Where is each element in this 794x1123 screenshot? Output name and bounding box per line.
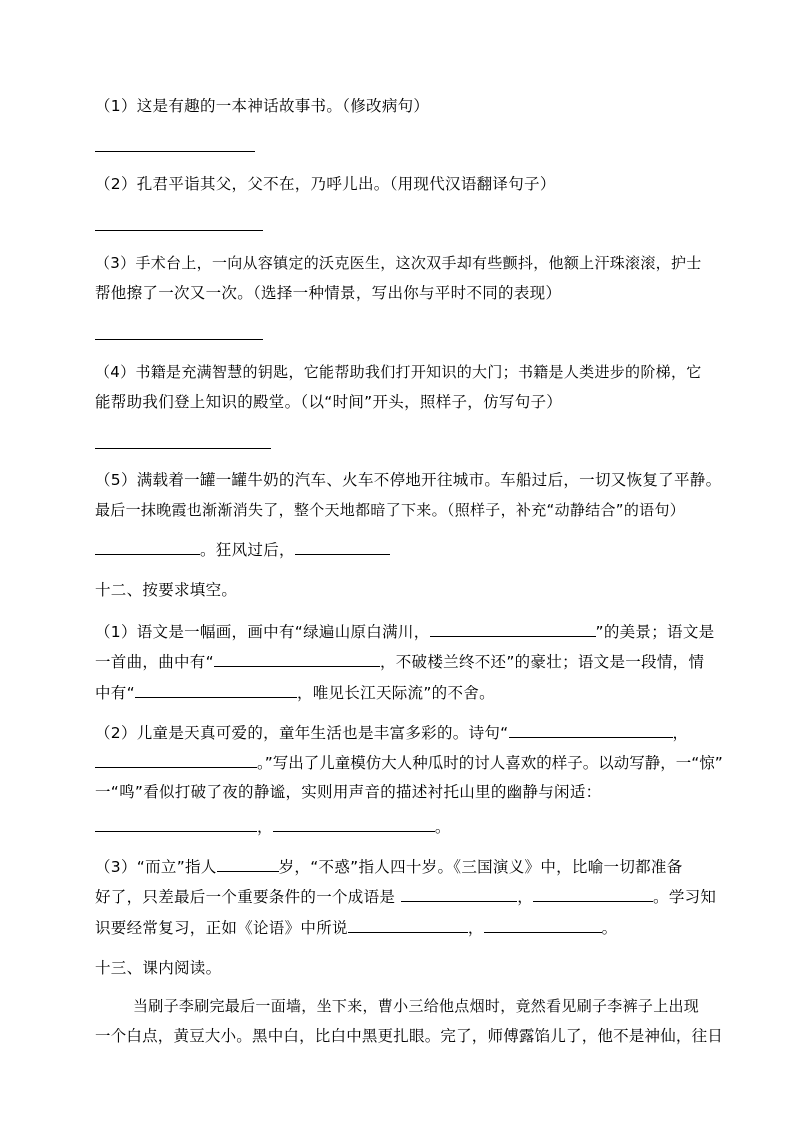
answer-blank[interactable] [95, 751, 257, 768]
s12-q3-line-2 [95, 885, 716, 907]
question-5-line-2: 最后一抹晚霞也渐渐消失了，整个天地都暗了下来。（照样子，补充“动静结合”的语句） [95, 501, 686, 519]
reading-line-1: 当刷子李刷完最后一面墙，坐下来，曹小三给他点烟时，竟然看见刷子李裤子上出现 [133, 997, 700, 1015]
section-13-title: 十三、课内阅读。 [95, 959, 222, 977]
inline-text: ”的美景；语文是 [595, 623, 715, 641]
question-3-line-2: 帮他擦了一次又一次。（选择一种情景，写出你与平时不同的表现） [95, 284, 562, 302]
inline-text: 中有“ [95, 684, 135, 702]
answer-blank[interactable] [95, 538, 200, 555]
question-4-line-1: （4）书籍是充满智慧的钥匙，它能帮助我们打开知识的大门；书籍是人类进步的阶梯，它 [95, 363, 702, 381]
answer-blank[interactable] [401, 885, 517, 902]
inline-text: 。 [434, 818, 451, 836]
question-3-line-1: （3）手术台上，一向从容镇定的沃克医生，这次双手却有些颤抖，他额上汗珠滚滚，护士 [95, 254, 702, 272]
s12-q2-line-4 [95, 815, 451, 837]
inline-text: （3）“而立”指人 [95, 858, 217, 876]
inline-text: 。 [601, 919, 618, 937]
answer-blank[interactable] [348, 916, 468, 933]
s12-q1-line-1 [95, 620, 714, 642]
inline-text: ， [467, 919, 484, 937]
inline-text: ，不破楼兰终不还”的豪壮；语文是一段情，情 [379, 653, 705, 671]
inline-text: （1）语文是一幅画，画中有“绿遍山原白满川， [95, 623, 430, 641]
answer-blank[interactable] [533, 885, 653, 902]
s12-q1-line-3 [95, 681, 495, 703]
inline-text: 一首曲，曲中有“ [95, 653, 214, 671]
answer-line-3[interactable] [95, 339, 263, 340]
inline-text: 好了，只差最后一个重要条件的一个成语是 [95, 888, 396, 906]
inline-text: 识要经常复习，正如《论语》中所说 [95, 919, 348, 937]
s12-q3-line-3 [95, 916, 617, 938]
inline-text: ， [257, 818, 273, 836]
s12-q3-line-1 [95, 855, 683, 877]
s12-q2-line-3: 一“鸣”看似打破了夜的静谧，实则用声音的描述衬托山里的幽静与闲适： [95, 783, 602, 801]
answer-blank[interactable] [430, 620, 596, 637]
inline-text: ，唯见长江天际流”的不舍。 [296, 684, 495, 702]
inline-text: 岁，“不惑”指人四十岁。《三国演义》中，比喻一切都准备 [278, 858, 683, 876]
inline-text: 。”写出了儿童模仿大人种瓜时的讨人喜欢的样子。以动写静，一“惊” [257, 754, 723, 772]
s12-q2-line-1 [95, 721, 688, 743]
answer-blank[interactable] [135, 681, 297, 698]
section-12-title: 十二、按要求填空。 [95, 581, 238, 599]
answer-blank[interactable] [273, 815, 435, 832]
s12-q1-line-2 [95, 650, 704, 672]
inline-text: （2）儿童是天真可爱的，童年生活也是丰富多彩的。诗句“ [95, 724, 509, 742]
inline-text: 。狂风过后， [200, 541, 295, 559]
answer-line-1[interactable] [95, 151, 255, 152]
answer-blank[interactable] [484, 916, 602, 933]
inline-text: ， [672, 724, 689, 742]
inline-text: 。学习知 [653, 888, 717, 906]
answer-line-4[interactable] [95, 448, 271, 449]
answer-line-2[interactable] [95, 230, 263, 231]
answer-blank[interactable] [95, 815, 257, 832]
answer-blank[interactable] [295, 538, 390, 555]
question-5-line-1: （5）满载着一罐一罐牛奶的汽车、火车不停地开往城市。车船过后，一切又恢复了平静。 [95, 471, 722, 489]
answer-blank[interactable] [509, 721, 673, 738]
s12-q2-line-2 [95, 751, 723, 773]
question-4-line-2: 能帮助我们登上知识的殿堂。（以“时间”开头，照样子，仿写句子） [95, 393, 563, 411]
reading-line-2: 一个白点，黄豆大小。黑中白，比白中黑更扎眼。完了，师傅露馅儿了，他不是神仙，往日 [95, 1027, 724, 1045]
question-2: （2）孔君平诣其父，父不在，乃呼儿出。（用现代汉语翻译句子） [95, 175, 556, 193]
answer-blank[interactable] [214, 650, 380, 667]
answer-blank[interactable] [217, 855, 279, 872]
question-1: （1）这是有趣的一本神话故事书。（修改病句） [95, 97, 430, 115]
question-5-line-3 [95, 538, 390, 560]
inline-text: ， [517, 888, 534, 906]
